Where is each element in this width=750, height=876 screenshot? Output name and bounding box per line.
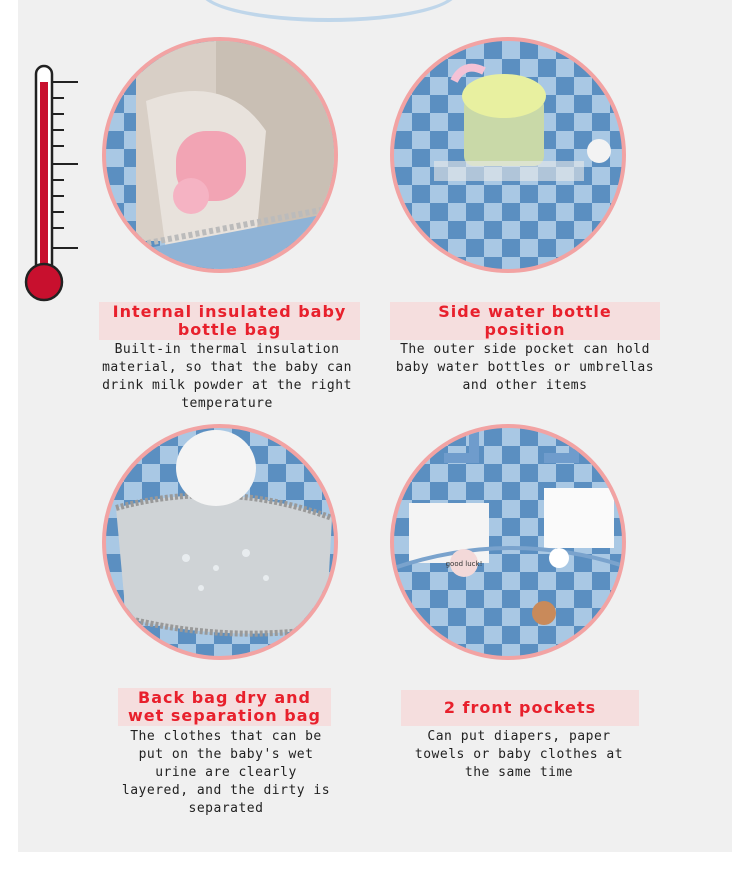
bottle-bag-illustration	[106, 41, 338, 273]
good-luck-badge: good luck!	[445, 560, 483, 568]
feature-desc-wet-dry-bag: The clothes that can be put on the baby's wet urine are clearly layered, and the dirty is separated	[121, 729, 331, 816]
side-bottle-photo	[390, 37, 626, 273]
feature-title-text: Back bag dry and wet separation bag	[128, 688, 321, 725]
insulated-bag-photo	[102, 37, 338, 273]
thermometer-icon	[24, 62, 84, 307]
front-pockets-photo	[390, 424, 626, 660]
water-bottle-illustration	[394, 41, 626, 273]
feature-title-front-pockets	[401, 690, 639, 726]
feature-title-wet-dry-bag	[118, 688, 331, 726]
feature-title-text: Side water bottle position	[438, 302, 612, 339]
wet-dry-bag-photo	[102, 424, 338, 660]
feature-title-insulated-bag	[99, 302, 360, 340]
wet-dry-pocket-illustration	[106, 428, 338, 660]
feature-title-side-bottle	[390, 302, 660, 340]
feature-title-text: Internal insulated baby bottle bag	[112, 302, 347, 339]
front-pockets-illustration	[394, 428, 626, 660]
feature-desc-side-bottle: The outer side pocket can hold baby water bottles or umbrellas and other items	[395, 342, 655, 393]
feature-desc-front-pockets: Can put diapers, paper towels or baby clothes at the same time	[414, 729, 624, 780]
feature-title-text: 2 front pockets	[443, 698, 597, 717]
feature-desc-insulated-bag: Built-in thermal insulation material, so that the baby can drink milk powder at the right temperature	[102, 342, 352, 411]
